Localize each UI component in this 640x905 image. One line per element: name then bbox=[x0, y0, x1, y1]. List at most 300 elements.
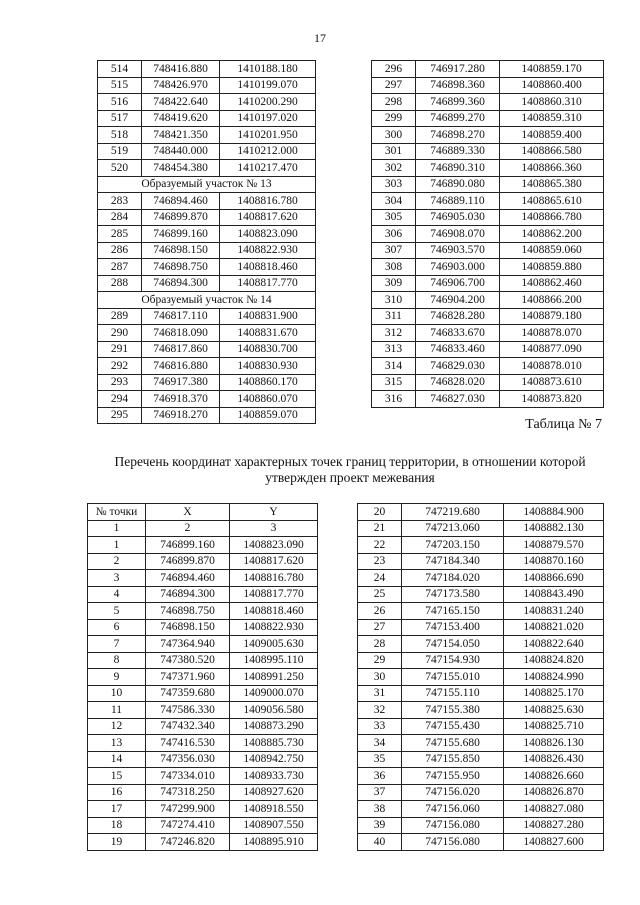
table-cell: 296 bbox=[372, 61, 416, 78]
table-row bbox=[98, 143, 316, 160]
table-cell: 1408823.090 bbox=[230, 537, 318, 554]
table-row bbox=[88, 570, 318, 587]
table-cell: 746918.370 bbox=[142, 391, 220, 408]
table-row bbox=[98, 259, 316, 276]
table-cell: 747359.680 bbox=[146, 685, 230, 702]
table-cell: 40 bbox=[358, 834, 402, 851]
table-cell: 747155.680 bbox=[402, 735, 504, 752]
table-cell: 11 bbox=[88, 702, 146, 719]
table-row bbox=[98, 160, 316, 177]
table-cell: 1408859.060 bbox=[500, 242, 604, 259]
table-row bbox=[358, 751, 604, 768]
table-row bbox=[88, 702, 318, 719]
table-cell: 5 bbox=[88, 603, 146, 620]
table-cell: 1408817.620 bbox=[220, 209, 316, 226]
table-cell: 1 bbox=[88, 537, 146, 554]
table-cell: 746828.280 bbox=[416, 308, 500, 325]
table-cell: 1410199.070 bbox=[220, 77, 316, 94]
table-row bbox=[98, 358, 316, 375]
table-cell: 746894.300 bbox=[142, 275, 220, 292]
table-cell: 1408918.550 bbox=[230, 801, 318, 818]
table-cell: 1408831.670 bbox=[220, 325, 316, 342]
table-cell: 746818.090 bbox=[142, 325, 220, 342]
table-cell: 1408822.930 bbox=[230, 619, 318, 636]
table-cell: 1408827.080 bbox=[504, 801, 604, 818]
table-cell: 746899.360 bbox=[416, 94, 500, 111]
table-cell: 1408866.690 bbox=[504, 570, 604, 587]
table-cell: 747184.340 bbox=[402, 553, 504, 570]
table-cell: 747299.900 bbox=[146, 801, 230, 818]
table-cell: 1408885.730 bbox=[230, 735, 318, 752]
table-row bbox=[372, 160, 604, 177]
table-cell: 1408822.640 bbox=[504, 636, 604, 653]
table-cell: 1408860.310 bbox=[500, 94, 604, 111]
table-cell: 747154.930 bbox=[402, 652, 504, 669]
table-row bbox=[372, 110, 604, 127]
table-cell: 310 bbox=[372, 292, 416, 309]
table-cell: 746817.110 bbox=[142, 308, 220, 325]
table-cell: 746899.270 bbox=[416, 110, 500, 127]
table-cell: 746833.670 bbox=[416, 325, 500, 342]
table-row bbox=[88, 636, 318, 653]
table-row bbox=[88, 553, 318, 570]
table-cell: 288 bbox=[98, 275, 142, 292]
table-cell: 1408831.240 bbox=[504, 603, 604, 620]
table-cell: 1409000.070 bbox=[230, 685, 318, 702]
table-cell: 748426.970 bbox=[142, 77, 220, 94]
table-cell: 1408826.870 bbox=[504, 784, 604, 801]
table-row bbox=[98, 391, 316, 408]
table-row bbox=[358, 801, 604, 818]
table-row bbox=[372, 77, 604, 94]
table-cell: 1408866.200 bbox=[500, 292, 604, 309]
table-cell: 747165.150 bbox=[402, 603, 504, 620]
table-row bbox=[358, 553, 604, 570]
table-cell: 746890.310 bbox=[416, 160, 500, 177]
table-cell: 21 bbox=[358, 520, 402, 537]
table-row bbox=[358, 735, 604, 752]
table-cell: 1408830.700 bbox=[220, 341, 316, 358]
table-row bbox=[358, 702, 604, 719]
table-row bbox=[372, 275, 604, 292]
table-cell: 1408859.400 bbox=[500, 127, 604, 144]
table-cell: № точки bbox=[88, 504, 146, 521]
table-cell: 1409056.580 bbox=[230, 702, 318, 719]
table-cell: 1408860.170 bbox=[220, 374, 316, 391]
table-cell: 311 bbox=[372, 308, 416, 325]
table-row bbox=[98, 193, 316, 210]
table-cell: 6 bbox=[88, 619, 146, 636]
table-row bbox=[372, 308, 604, 325]
table-cell: 315 bbox=[372, 374, 416, 391]
table-cell: 747334.010 bbox=[146, 768, 230, 785]
table-cell: 747156.080 bbox=[402, 817, 504, 834]
table-row bbox=[372, 292, 604, 309]
table-row bbox=[88, 603, 318, 620]
table-cell: 31 bbox=[358, 685, 402, 702]
table-cell: 1408870.160 bbox=[504, 553, 604, 570]
table-cell: 1408907.550 bbox=[230, 817, 318, 834]
table-cell: 313 bbox=[372, 341, 416, 358]
table-cell: 518 bbox=[98, 127, 142, 144]
table-cell: 1408859.310 bbox=[500, 110, 604, 127]
table-cell: 747586.330 bbox=[146, 702, 230, 719]
table-row bbox=[88, 817, 318, 834]
table-cell: 2 bbox=[88, 553, 146, 570]
table-cell: 746903.000 bbox=[416, 259, 500, 276]
table-cell: 1408818.460 bbox=[220, 259, 316, 276]
table-row bbox=[88, 784, 318, 801]
table-cell: 747318.250 bbox=[146, 784, 230, 801]
table-cell: 746917.380 bbox=[142, 374, 220, 391]
table-cell: 3 bbox=[230, 520, 318, 537]
table-cell: 9 bbox=[88, 669, 146, 686]
table-cell: 746828.020 bbox=[416, 374, 500, 391]
table-cell: 293 bbox=[98, 374, 142, 391]
table-cell: 748416.880 bbox=[142, 61, 220, 78]
table-cell: 746816.880 bbox=[142, 358, 220, 375]
table-cell: 1408884.900 bbox=[504, 504, 604, 521]
table-cell: 301 bbox=[372, 143, 416, 160]
table-cell: 19 bbox=[88, 834, 146, 851]
table-cell: 35 bbox=[358, 751, 402, 768]
table-cell: 1408823.090 bbox=[220, 226, 316, 243]
table-cell: 1410188.180 bbox=[220, 61, 316, 78]
table-cell: 1408822.930 bbox=[220, 242, 316, 259]
caption-line-1: Перечень координат характерных точек границ территории, в отношении которой bbox=[114, 454, 586, 469]
table-row bbox=[372, 193, 604, 210]
table-cell: 746905.030 bbox=[416, 209, 500, 226]
table-cell: 747155.110 bbox=[402, 685, 504, 702]
table-cell: 30 bbox=[358, 669, 402, 686]
table-row bbox=[88, 768, 318, 785]
table-cell: 309 bbox=[372, 275, 416, 292]
table-cell: 747155.950 bbox=[402, 768, 504, 785]
table-cell: X bbox=[146, 504, 230, 521]
table-cell: 747155.430 bbox=[402, 718, 504, 735]
table-row bbox=[358, 504, 604, 521]
table-row bbox=[372, 226, 604, 243]
table-cell: 1408873.820 bbox=[500, 391, 604, 408]
table-cell: 746833.460 bbox=[416, 341, 500, 358]
table-cell: 285 bbox=[98, 226, 142, 243]
table-cell: 1408826.130 bbox=[504, 735, 604, 752]
table-cell: 1408860.400 bbox=[500, 77, 604, 94]
table-cell: 746899.870 bbox=[146, 553, 230, 570]
table-row bbox=[358, 636, 604, 653]
table-cell: 300 bbox=[372, 127, 416, 144]
table-cell: 1410197.020 bbox=[220, 110, 316, 127]
table-cell: 747155.010 bbox=[402, 669, 504, 686]
table-cell: 1408927.620 bbox=[230, 784, 318, 801]
table-cell: 1408825.710 bbox=[504, 718, 604, 735]
table-cell: 1408942.750 bbox=[230, 751, 318, 768]
table-cell: 746898.150 bbox=[142, 242, 220, 259]
table-cell: 1408818.460 bbox=[230, 603, 318, 620]
table-row bbox=[98, 242, 316, 259]
table-row bbox=[358, 570, 604, 587]
table-row bbox=[358, 784, 604, 801]
table-cell: 746899.870 bbox=[142, 209, 220, 226]
table-cell: 37 bbox=[358, 784, 402, 801]
table-cell: 746894.300 bbox=[146, 586, 230, 603]
section-header-cell: Образуемый участок № 13 bbox=[98, 176, 316, 193]
table-cell: 747156.060 bbox=[402, 801, 504, 818]
table-cell: 746827.030 bbox=[416, 391, 500, 408]
table-cell: 304 bbox=[372, 193, 416, 210]
table-cell: 747156.080 bbox=[402, 834, 504, 851]
table-cell: 27 bbox=[358, 619, 402, 636]
table-row bbox=[372, 143, 604, 160]
table-cell: 8 bbox=[88, 652, 146, 669]
table-cell: 747173.580 bbox=[402, 586, 504, 603]
table-cell: 1408827.280 bbox=[504, 817, 604, 834]
table-cell: 1408830.930 bbox=[220, 358, 316, 375]
table-cell: 1408877.090 bbox=[500, 341, 604, 358]
table-row bbox=[372, 61, 604, 78]
table-cell: 24 bbox=[358, 570, 402, 587]
table-cell: 39 bbox=[358, 817, 402, 834]
table-cell: 746899.160 bbox=[146, 537, 230, 554]
table-cell: 2 bbox=[146, 520, 230, 537]
table-row bbox=[358, 603, 604, 620]
table-cell: 22 bbox=[358, 537, 402, 554]
table-cell: 747356.030 bbox=[146, 751, 230, 768]
table-cell: 295 bbox=[98, 407, 142, 424]
table-row bbox=[88, 586, 318, 603]
table-row bbox=[88, 619, 318, 636]
caption-line-2: утвержден проект межевания bbox=[265, 470, 435, 485]
table-cell: 291 bbox=[98, 341, 142, 358]
table-cell: 747246.820 bbox=[146, 834, 230, 851]
table-cell: 746898.360 bbox=[416, 77, 500, 94]
table-cell: 747155.380 bbox=[402, 702, 504, 719]
table-cell: 1408866.580 bbox=[500, 143, 604, 160]
table-cell: 17 bbox=[88, 801, 146, 818]
table-cell: 1408859.070 bbox=[220, 407, 316, 424]
table-cell: 312 bbox=[372, 325, 416, 342]
table-row bbox=[372, 94, 604, 111]
table-row bbox=[88, 834, 318, 851]
table-cell: 748454.380 bbox=[142, 160, 220, 177]
table-cell: Y bbox=[230, 504, 318, 521]
table-cell: 1408825.170 bbox=[504, 685, 604, 702]
table-cell: 1408878.070 bbox=[500, 325, 604, 342]
table-cell: 1408824.820 bbox=[504, 652, 604, 669]
table-cell: 307 bbox=[372, 242, 416, 259]
table-cell: 1408827.600 bbox=[504, 834, 604, 851]
table-row bbox=[88, 735, 318, 752]
table-cell: 747380.520 bbox=[146, 652, 230, 669]
table-cell: 514 bbox=[98, 61, 142, 78]
table-cell: 1408859.170 bbox=[500, 61, 604, 78]
table-cell: 1408879.570 bbox=[504, 537, 604, 554]
table-cell: 1408862.200 bbox=[500, 226, 604, 243]
table-cell: 290 bbox=[98, 325, 142, 342]
table-cell: 1408879.180 bbox=[500, 308, 604, 325]
table-row bbox=[372, 341, 604, 358]
table-cell: 1408826.660 bbox=[504, 768, 604, 785]
table-row bbox=[358, 685, 604, 702]
section-header-row bbox=[98, 292, 316, 309]
table-cell: 25 bbox=[358, 586, 402, 603]
table-cell: 746817.860 bbox=[142, 341, 220, 358]
table-row bbox=[358, 619, 604, 636]
table-cell: 305 bbox=[372, 209, 416, 226]
table-cell: 303 bbox=[372, 176, 416, 193]
table-row bbox=[98, 110, 316, 127]
table-cell: 32 bbox=[358, 702, 402, 719]
table-cell: 746829.030 bbox=[416, 358, 500, 375]
table-cell: 302 bbox=[372, 160, 416, 177]
table-cell: 748440.000 bbox=[142, 143, 220, 160]
table-row bbox=[98, 77, 316, 94]
table-cell: 747154.050 bbox=[402, 636, 504, 653]
table-row bbox=[88, 504, 318, 521]
table-cell: 748421.350 bbox=[142, 127, 220, 144]
table-cell: 289 bbox=[98, 308, 142, 325]
table-row bbox=[98, 127, 316, 144]
table-cell: 1408826.430 bbox=[504, 751, 604, 768]
table-cell: 1408865.380 bbox=[500, 176, 604, 193]
table-cell: 1408873.290 bbox=[230, 718, 318, 735]
table-row bbox=[88, 685, 318, 702]
table-row bbox=[372, 259, 604, 276]
table-cell: 746894.460 bbox=[146, 570, 230, 587]
table-cell: 1408816.780 bbox=[220, 193, 316, 210]
table-row bbox=[358, 537, 604, 554]
table-cell: 12 bbox=[88, 718, 146, 735]
table-cell: 746906.700 bbox=[416, 275, 500, 292]
table-cell: 1408895.910 bbox=[230, 834, 318, 851]
table-row bbox=[98, 374, 316, 391]
table-cell: 286 bbox=[98, 242, 142, 259]
table-row bbox=[372, 325, 604, 342]
table-cell: 13 bbox=[88, 735, 146, 752]
table-cell: 1410217.470 bbox=[220, 160, 316, 177]
table-row bbox=[358, 586, 604, 603]
table-cell: 298 bbox=[372, 94, 416, 111]
table-cell: 1408991.250 bbox=[230, 669, 318, 686]
table-cell: 1408825.630 bbox=[504, 702, 604, 719]
table-cell: 517 bbox=[98, 110, 142, 127]
table-row bbox=[98, 209, 316, 226]
table-cell: 1409005.630 bbox=[230, 636, 318, 653]
coordinates-table-top-right bbox=[371, 60, 604, 408]
table-row bbox=[98, 61, 316, 78]
table-cell: 1408816.780 bbox=[230, 570, 318, 587]
table-cell: 747219.680 bbox=[402, 504, 504, 521]
coordinates-table-top-left bbox=[97, 60, 316, 424]
table-cell: 1408843.490 bbox=[504, 586, 604, 603]
table-row bbox=[98, 325, 316, 342]
table-cell: 26 bbox=[358, 603, 402, 620]
table-row bbox=[98, 275, 316, 292]
table-cell: 29 bbox=[358, 652, 402, 669]
table-cell: 7 bbox=[88, 636, 146, 653]
table-row bbox=[358, 834, 604, 851]
table-cell: 34 bbox=[358, 735, 402, 752]
table-row bbox=[358, 652, 604, 669]
table-row bbox=[88, 537, 318, 554]
table-cell: 1408873.610 bbox=[500, 374, 604, 391]
table-cell: 308 bbox=[372, 259, 416, 276]
table-cell: 1410201.950 bbox=[220, 127, 316, 144]
table-row bbox=[88, 801, 318, 818]
table-row bbox=[358, 669, 604, 686]
table-cell: 747155.850 bbox=[402, 751, 504, 768]
page-number: 17 bbox=[314, 31, 326, 45]
table-cell: 746908.070 bbox=[416, 226, 500, 243]
table-cell: 294 bbox=[98, 391, 142, 408]
table-row bbox=[98, 407, 316, 424]
table-row bbox=[98, 226, 316, 243]
table-row bbox=[372, 374, 604, 391]
table-cell: 1408865.610 bbox=[500, 193, 604, 210]
table-row bbox=[88, 520, 318, 537]
table-cell: 1410200.290 bbox=[220, 94, 316, 111]
table-cell: 516 bbox=[98, 94, 142, 111]
table-row bbox=[88, 751, 318, 768]
table-cell: 747432.340 bbox=[146, 718, 230, 735]
table-row bbox=[372, 391, 604, 408]
table-row bbox=[88, 669, 318, 686]
table-cell: 1408862.460 bbox=[500, 275, 604, 292]
table-row bbox=[372, 127, 604, 144]
table-row bbox=[358, 520, 604, 537]
table-cell: 1408860.070 bbox=[220, 391, 316, 408]
table-cell: 3 bbox=[88, 570, 146, 587]
table-cell: 746889.330 bbox=[416, 143, 500, 160]
table-cell: 292 bbox=[98, 358, 142, 375]
table-cell: 1408859.880 bbox=[500, 259, 604, 276]
table-row bbox=[88, 718, 318, 735]
table-cell: 747364.940 bbox=[146, 636, 230, 653]
table-cell: 748422.640 bbox=[142, 94, 220, 111]
table-cell: 1408995.110 bbox=[230, 652, 318, 669]
table-cell: 1408831.900 bbox=[220, 308, 316, 325]
table-cell: 16 bbox=[88, 784, 146, 801]
table-cell: 299 bbox=[372, 110, 416, 127]
table-cell: 1408821.020 bbox=[504, 619, 604, 636]
table-cell: 746903.570 bbox=[416, 242, 500, 259]
table-cell: 746898.150 bbox=[146, 619, 230, 636]
table-cell: 18 bbox=[88, 817, 146, 834]
table-cell: 747274.410 bbox=[146, 817, 230, 834]
table-cell: 1410212.000 bbox=[220, 143, 316, 160]
table-cell: 747184.020 bbox=[402, 570, 504, 587]
table-cell: 746898.750 bbox=[146, 603, 230, 620]
table-cell: 746898.750 bbox=[142, 259, 220, 276]
table-cell: 1408878.010 bbox=[500, 358, 604, 375]
table-cell: 10 bbox=[88, 685, 146, 702]
table-row bbox=[98, 308, 316, 325]
table-cell: 746889.110 bbox=[416, 193, 500, 210]
table-cell: 36 bbox=[358, 768, 402, 785]
table-cell: 746899.160 bbox=[142, 226, 220, 243]
table-cell: 28 bbox=[358, 636, 402, 653]
table-cell: 4 bbox=[88, 586, 146, 603]
coordinates-table-bottom-right bbox=[357, 503, 604, 851]
table-cell: 316 bbox=[372, 391, 416, 408]
table-cell: 747416.530 bbox=[146, 735, 230, 752]
table-cell: 746918.270 bbox=[142, 407, 220, 424]
table-row bbox=[372, 358, 604, 375]
table-cell: 747203.150 bbox=[402, 537, 504, 554]
table-cell: 1408824.990 bbox=[504, 669, 604, 686]
table-cell: 314 bbox=[372, 358, 416, 375]
table-cell: 38 bbox=[358, 801, 402, 818]
